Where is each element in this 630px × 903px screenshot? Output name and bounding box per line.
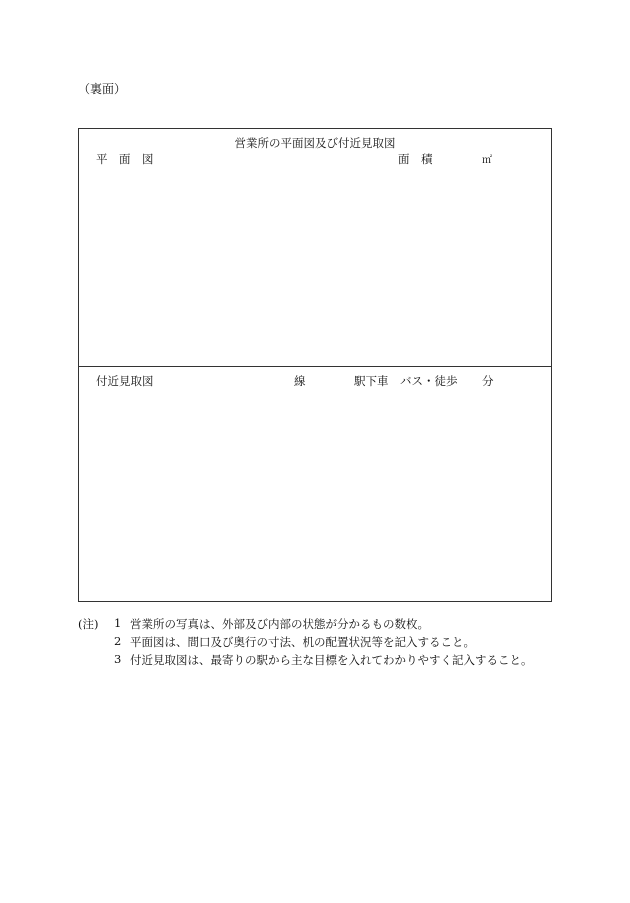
station-label: 駅下車 [354, 374, 389, 388]
floor-plan-label: 平 面 図 [96, 152, 154, 166]
transport-label: バス・徒歩 [400, 374, 458, 388]
area-label: 面 積 [398, 152, 433, 166]
note-number: 3 [114, 652, 122, 666]
note-number: 2 [114, 634, 122, 648]
form-box [78, 128, 552, 602]
area-unit: ㎡ [482, 155, 492, 166]
note-text: 付近見取図は、最寄りの駅から主な目標を入れてわかりやすく記入すること。 [130, 653, 533, 667]
minutes-label: 分 [482, 374, 494, 388]
section-divider [79, 366, 551, 367]
notes-prefix: (注) [78, 617, 99, 631]
form-title: 営業所の平面図及び付近見取図 [234, 136, 396, 150]
line-label: 線 [294, 374, 306, 388]
note-text: 平面図は、間口及び奥行の寸法、机の配置状況等を記入すること。 [130, 635, 475, 649]
vicinity-map-label: 付近見取図 [96, 374, 154, 388]
note-text: 営業所の写真は、外部及び内部の状態が分かるもの数枚。 [130, 617, 429, 631]
note-number: 1 [114, 616, 122, 630]
reverse-side-label: （裏面） [78, 82, 127, 96]
